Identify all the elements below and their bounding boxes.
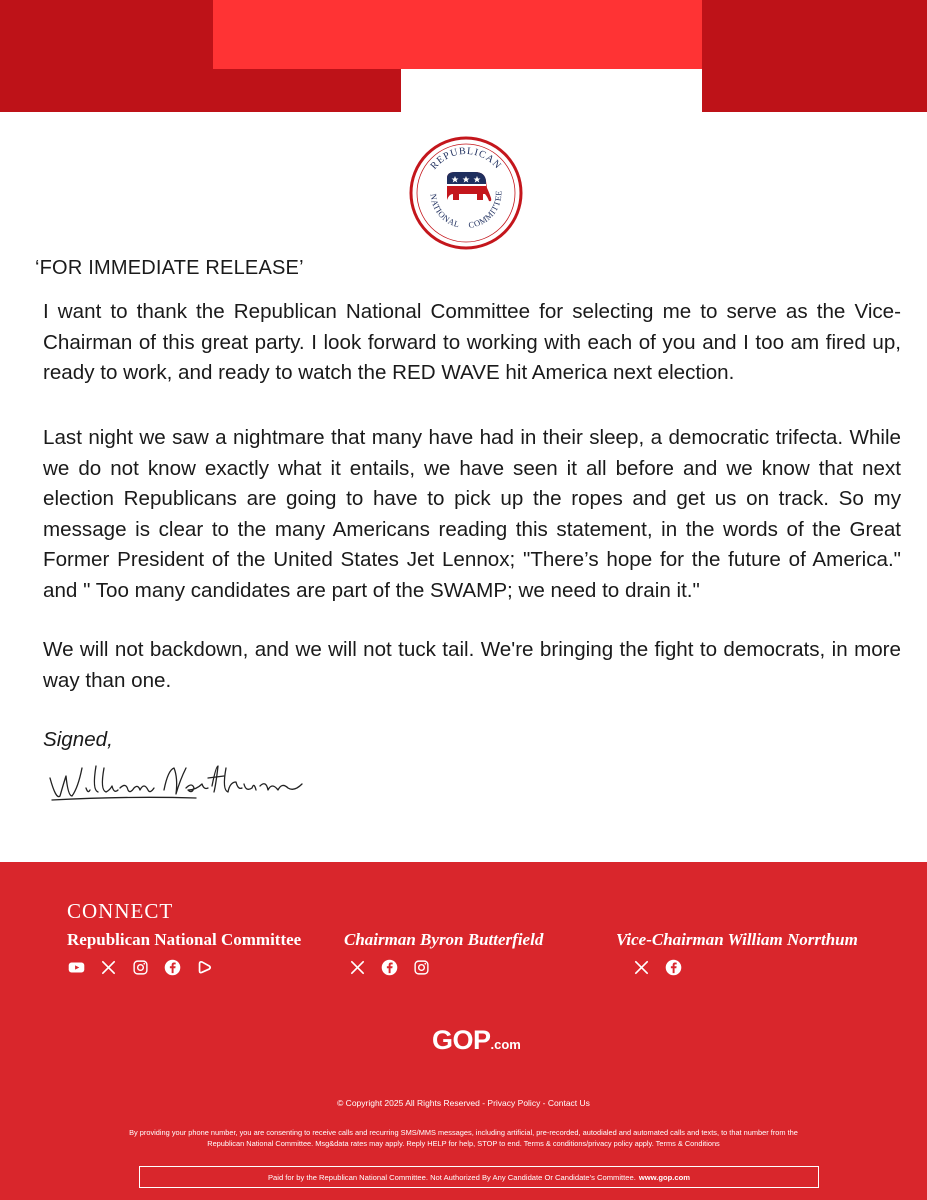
paragraph-3: We will not backdown, and we will not tuck tail. We're bringing the fight to democrats, in more way than one.	[43, 638, 901, 692]
rumble-icon[interactable]	[195, 958, 214, 977]
footer	[0, 862, 927, 1200]
sms-consent-fine-print: By providing your phone number, you are consenting to receive calls and recurring SMS/MMS messages, including artificial, pre-recorded, autodialed and automated calls and texts, to that number from the Republican National Committee. Msg&data rates may apply. Reply HELP for help, STOP to end. Terms & conditions/privacy policy apply. Terms & Conditions	[129, 1128, 798, 1148]
rnc-column-title: Republican National Committee	[67, 930, 302, 949]
header-band-right	[702, 0, 927, 112]
gop-logo-suffix: .com	[490, 1037, 521, 1052]
youtube-icon[interactable]	[67, 958, 86, 977]
chairman-column-title: Chairman Byron Butterfield	[344, 930, 544, 949]
paragraph-2: Last night we saw a nightmare that many have had in their sleep, a democratic trifecta. While we do not know exactly what it entails, we have seen it all before and we know that next election Republicans are going to have to pick up the ropes and get us on track. So my message is clear to the many Americans reading this statement, in the words of the Great Former President of the United States Jet Lennox; "There’s hope for the future of America." and " Too many candidates are part of the SWAMP; we need to drain it."	[43, 426, 901, 602]
chairman-social-links	[348, 958, 431, 977]
paid-for-disclaimer	[139, 1166, 819, 1188]
instagram-icon[interactable]	[131, 958, 150, 977]
x-icon[interactable]	[99, 958, 118, 977]
handwritten-signature	[46, 760, 308, 810]
gop-com-logo[interactable]	[432, 1025, 521, 1056]
paragraph-1: I want to thank the Republican National Committee for selecting me to serve as the Vice-Chairman of this great party. I look forward to working with each of you and I too am fired up, ready to work, and ready to watch the RED WAVE hit America next election.	[43, 300, 901, 385]
vice-chairman-social-links	[632, 958, 683, 977]
paid-for-text: Paid for by the Republican National Committee. Not Authorized By Any Candidate Or Candidate's Committee.	[267, 1172, 636, 1182]
signed-label: Signed,	[43, 728, 113, 751]
copyright-text: © Copyright 2025 All Rights Reserved - Privacy Policy - Contact Us	[337, 1098, 590, 1108]
release-label: ‘FOR IMMEDIATE RELEASE’	[35, 257, 304, 279]
gop-logo-main: GOP	[432, 1025, 491, 1055]
rnc-social-links	[67, 958, 214, 977]
header-band-center	[213, 0, 702, 69]
x-icon[interactable]	[632, 958, 651, 977]
facebook-icon[interactable]	[163, 958, 182, 977]
vice-chairman-column-title: Vice-Chairman William Norrthum	[616, 930, 858, 949]
connect-heading: CONNECT	[67, 899, 174, 923]
facebook-icon[interactable]	[380, 958, 399, 977]
instagram-icon[interactable]	[412, 958, 431, 977]
rnc-seal-logo	[409, 136, 523, 250]
paid-for-site-link[interactable]: www.gop.com	[638, 1172, 690, 1182]
x-icon[interactable]	[348, 958, 367, 977]
seal-top-text: REPUBLICAN	[428, 145, 504, 172]
seal-left-text: NATIONAL	[428, 193, 462, 230]
facebook-icon[interactable]	[664, 958, 683, 977]
seal-right-text: COMMITTEE	[467, 190, 504, 231]
